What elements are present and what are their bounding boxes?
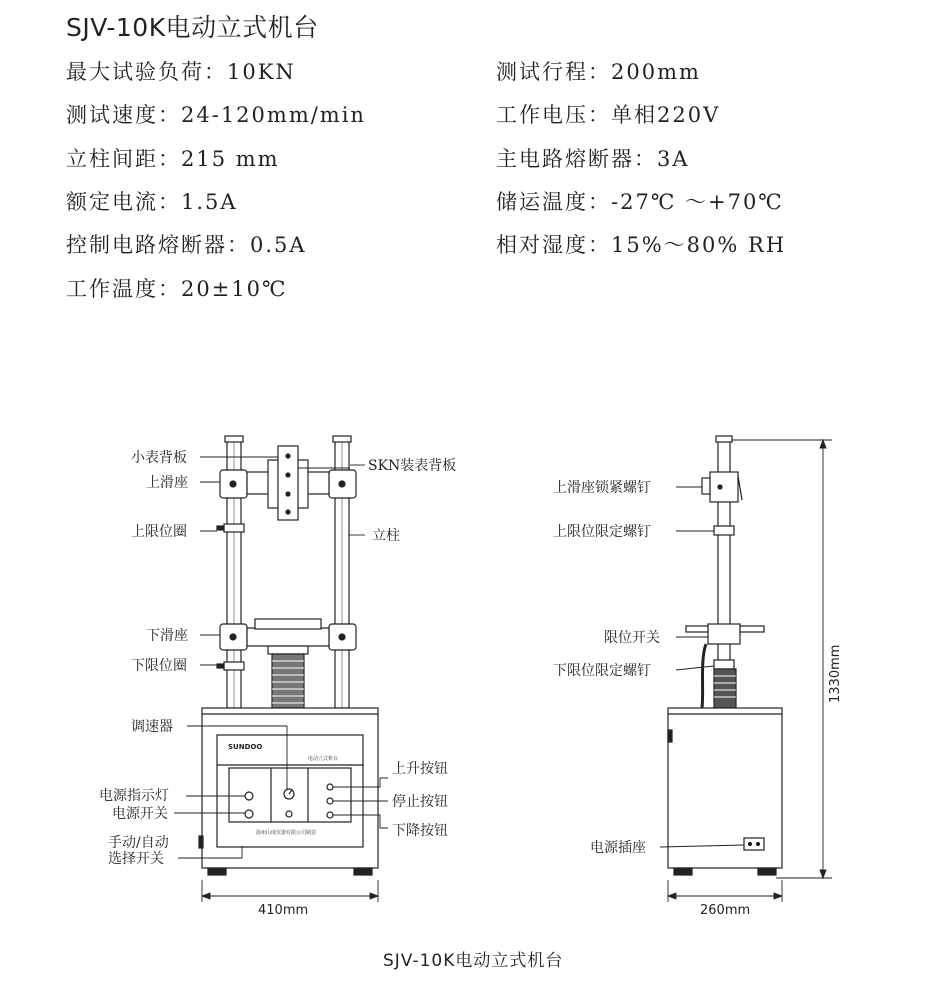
label-power-indicator: 电源指示灯 [99, 788, 169, 804]
side-base-box [668, 708, 782, 868]
spec-column-spacing: 立柱间距：215 mm [66, 147, 280, 171]
spec-test-speed: 测试速度：24-120mm/min [66, 103, 366, 127]
panel-maker: 温州山度仪器有限公司制造 [256, 830, 317, 836]
lower-limit-ring [224, 662, 244, 670]
label-column: 立柱 [372, 528, 400, 544]
figure-caption: SJV-10K电动立式机台 [383, 951, 564, 971]
front-width-label: 410mm [258, 903, 309, 918]
foot [208, 868, 226, 875]
foot [354, 868, 372, 875]
power-socket [744, 838, 764, 850]
side-foot [674, 868, 692, 875]
side-foot [758, 868, 776, 875]
label-upper-limit-screw: 上限位限定螺钉 [553, 524, 651, 540]
spec-rated-current: 额定电流：1.5A [66, 190, 238, 214]
height-label: 1330mm [828, 644, 843, 703]
label-down-button: 下降按钮 [392, 823, 448, 839]
front-width-dimension [202, 880, 378, 902]
side-upper-slider [710, 472, 738, 502]
front-view [199, 436, 378, 875]
spec-humidity: 相对湿度：15%～80% RH [496, 233, 787, 257]
side-view [668, 436, 782, 875]
label-manual-auto-line1: 手动/自动 [108, 835, 169, 851]
spec-control-fuse: 控制电路熔断器：0.5A [66, 233, 307, 257]
panel-brand: SUNDOO [228, 743, 263, 751]
label-lower-limit-ring: 下限位圈 [131, 658, 187, 674]
label-power-switch: 电源开关 [112, 806, 168, 822]
label-skn-gauge-back-plate: SKN装表背板 [368, 458, 457, 474]
side-width-label: 260mm [700, 903, 751, 918]
side-width-dimension [668, 880, 782, 902]
side-lower-limit-ring [714, 660, 734, 669]
test-platform [255, 619, 321, 629]
spec-main-fuse: 主电路熔断器：3A [496, 147, 690, 171]
side-limit-switch [708, 624, 740, 644]
label-power-socket: 电源插座 [590, 840, 646, 856]
bellows [268, 646, 308, 708]
label-lower-slider: 下滑座 [146, 628, 188, 644]
spec-test-stroke: 测试行程：200mm [496, 60, 701, 84]
label-small-gauge-back-plate: 小表背板 [131, 450, 187, 466]
side-upper-limit-ring [714, 526, 734, 535]
power-switch [245, 810, 253, 818]
label-lower-limit-screw: 下限位限定螺钉 [553, 663, 651, 679]
label-manual-auto-line2: 选择开关 [108, 851, 164, 867]
spec-voltage: 工作电压：单相220V [496, 103, 721, 127]
stop-button [327, 798, 333, 804]
label-upper-slider: 上滑座 [146, 475, 188, 491]
page-title: SJV-10K电动立式机台 [66, 13, 319, 42]
manual-auto-switch [286, 811, 292, 817]
upper-limit-ring [224, 524, 244, 532]
label-upper-limit-ring: 上限位圈 [131, 524, 187, 540]
side-bellows [714, 669, 736, 708]
spec-storage-temp: 储运温度：-27℃ ～+70℃ [496, 190, 784, 214]
label-upper-slider-lock-screw: 上滑座锁紧螺钉 [553, 480, 651, 496]
label-speed-regulator: 调速器 [131, 719, 173, 735]
spec-max-load: 最大试验负荷：10KN [66, 60, 296, 84]
panel-machine-name: 电动立式机台 [308, 756, 339, 762]
label-stop-button: 停止按钮 [392, 794, 448, 810]
label-limit-switch: 限位开关 [604, 630, 660, 646]
down-button [327, 812, 333, 818]
power-indicator [245, 792, 253, 800]
spec-working-temp: 工作温度：20±10℃ [66, 277, 288, 301]
label-up-button: 上升按钮 [392, 761, 448, 777]
up-button [327, 784, 333, 790]
